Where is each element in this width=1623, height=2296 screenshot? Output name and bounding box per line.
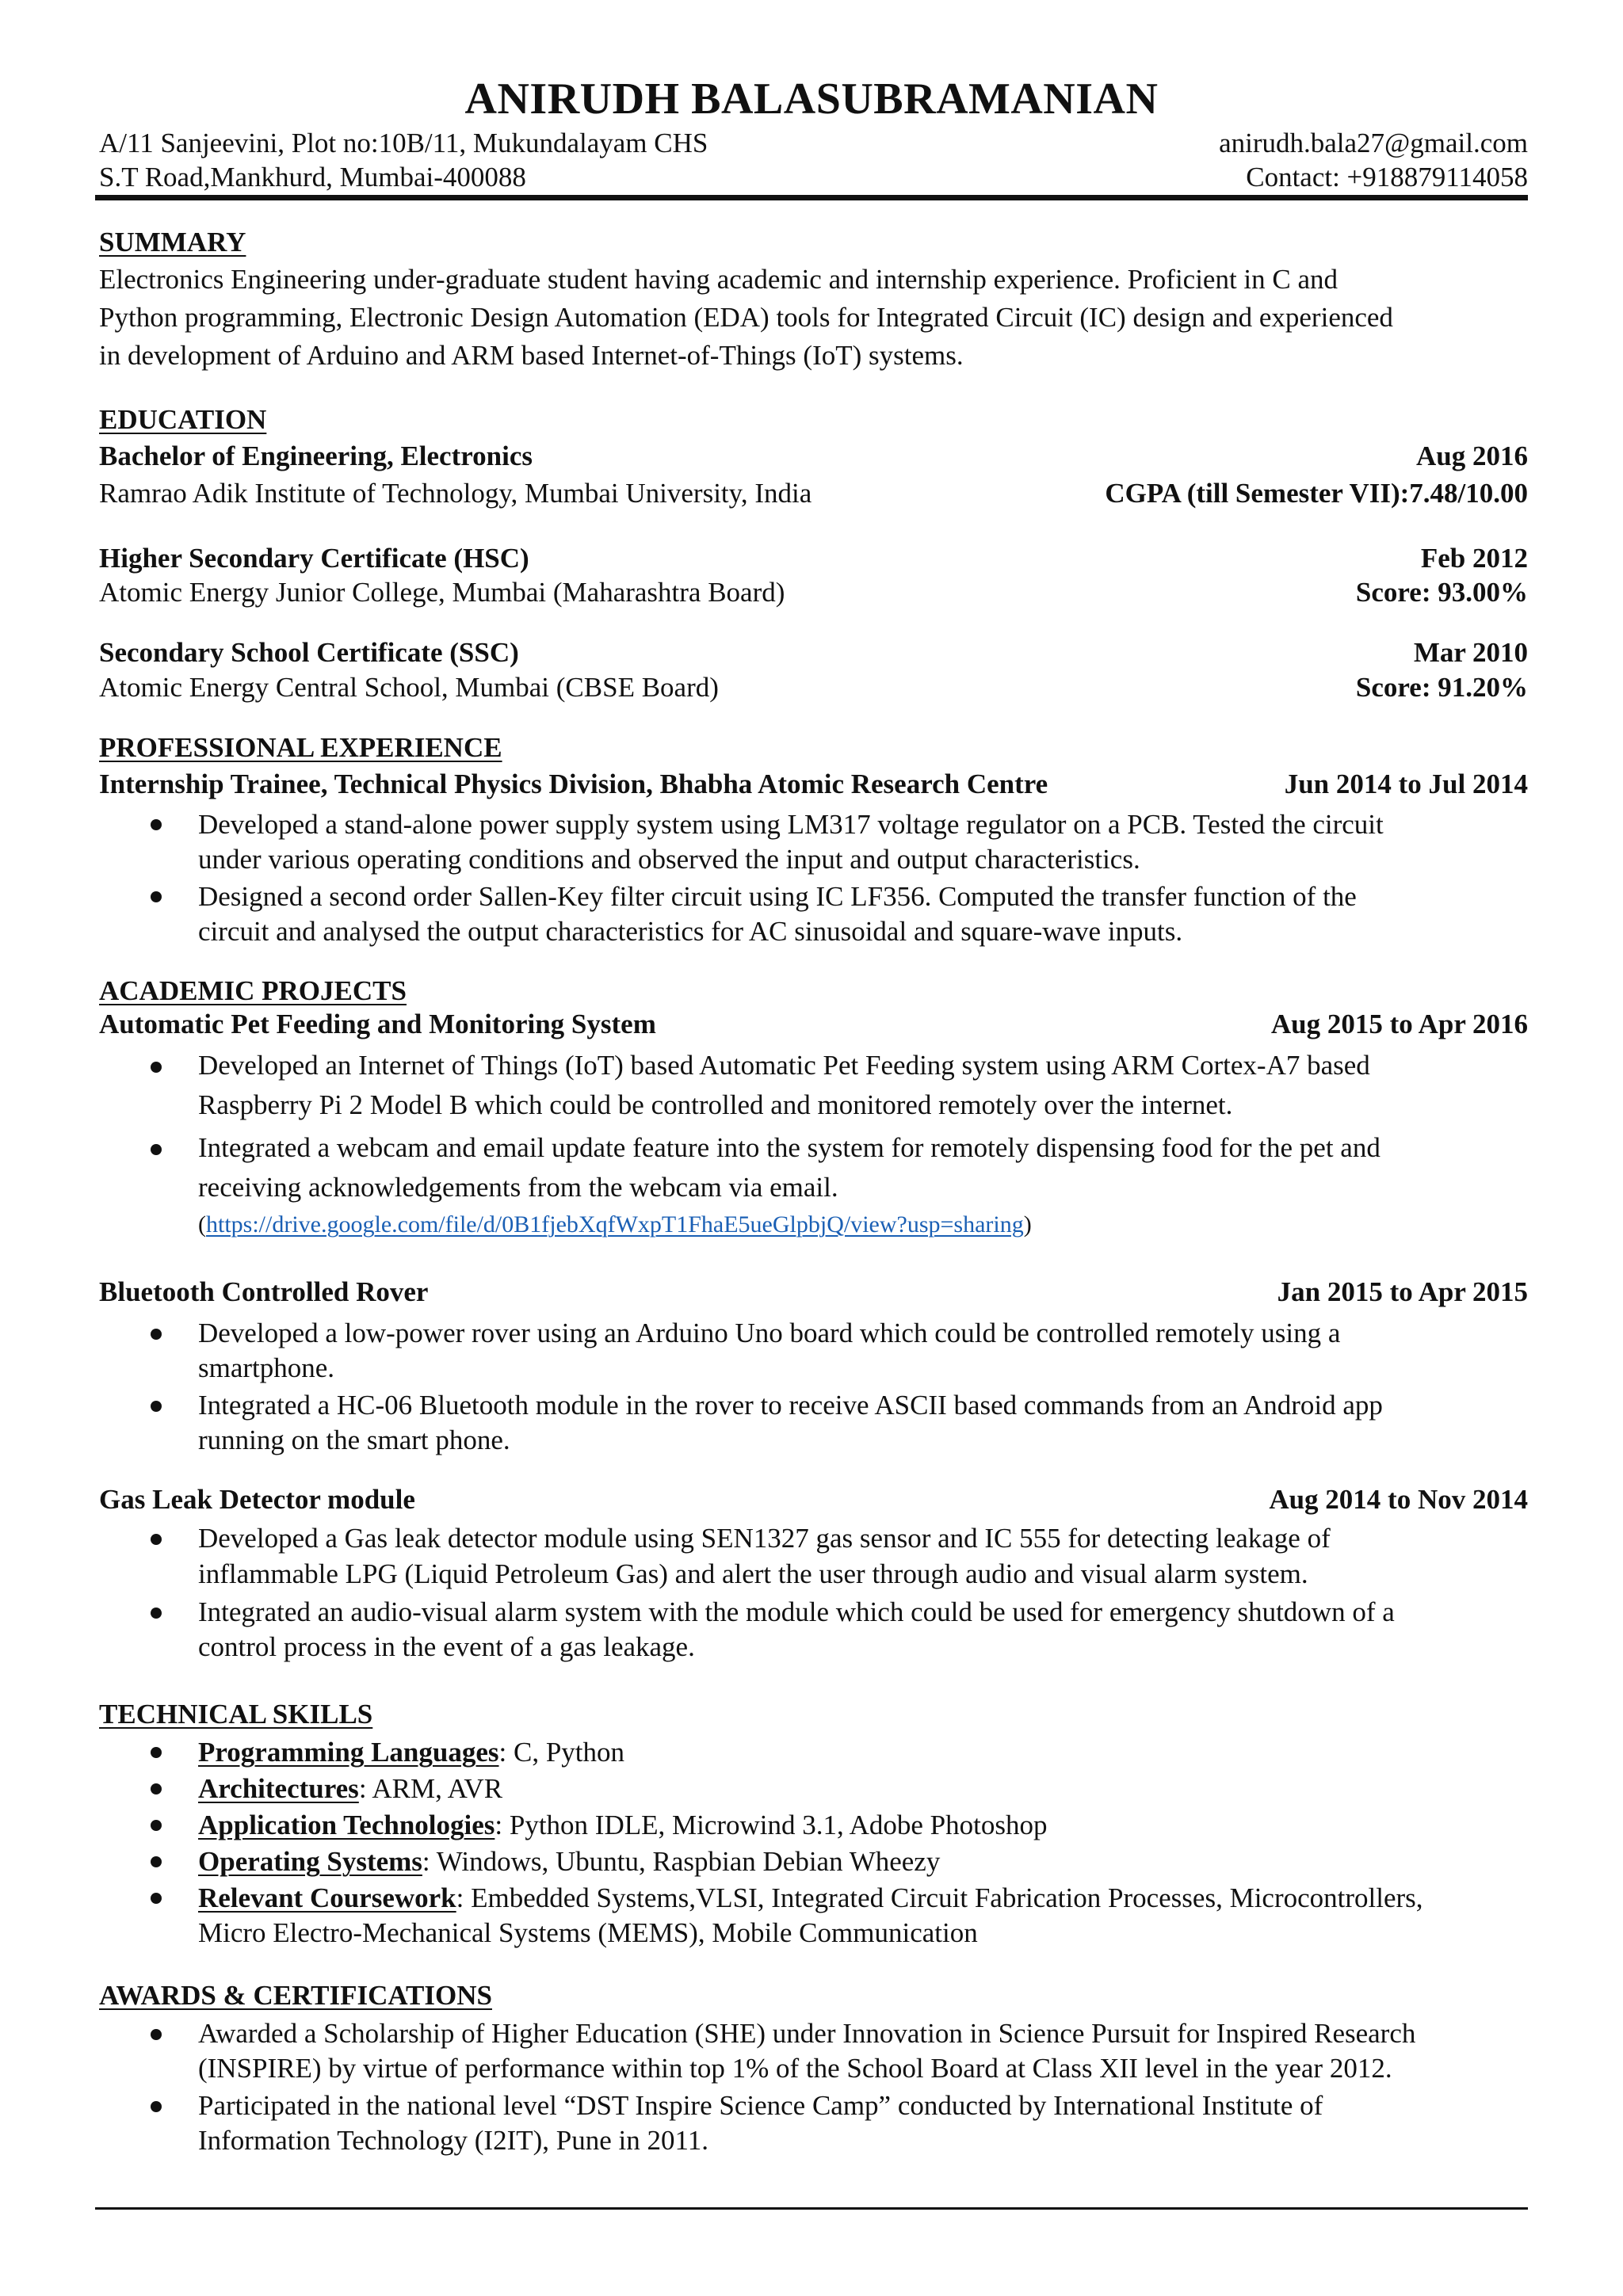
skill-value: : Windows, Ubuntu, Raspbian Debian Wheezy xyxy=(422,1846,941,1877)
candidate-name: ANIRUDH BALASUBRAMANIAN xyxy=(464,74,1159,124)
skill-item xyxy=(198,1734,624,1771)
bullet xyxy=(151,1329,162,1340)
skill-value: : C, Python xyxy=(498,1737,625,1768)
education-date: Aug 2016 xyxy=(1416,441,1528,471)
project-bullet-line: Developed an Internet of Things (IoT) based Automatic Pet Feeding system using ARM Cortex-A7 based xyxy=(198,1050,1370,1081)
summary-line: in development of Arduino and ARM based Internet-of-Things (IoT) systems. xyxy=(99,340,964,371)
education-date: Mar 2010 xyxy=(1413,637,1528,668)
bullet xyxy=(151,891,162,902)
education-heading: EDUCATION xyxy=(99,404,267,435)
experience-title: Internship Trainee, Technical Physics Division, Bhabha Atomic Research Centre xyxy=(99,769,1048,799)
skill-value: : ARM, AVR xyxy=(358,1773,503,1804)
experience-bullet-line: Designed a second order Sallen-Key filter circuit using IC LF356. Computed the transfer function of the xyxy=(198,881,1357,912)
experience-heading: PROFESSIONAL EXPERIENCE xyxy=(99,732,502,763)
project-demo-link[interactable]: https://drive.google.com/file/d/0B1fjebXqfWxpT1FhaE5ueGlpbjQ/view?usp=sharing xyxy=(206,1211,1024,1238)
awards-heading: AWARDS & CERTIFICATIONS xyxy=(99,1980,492,2011)
project-bullet-line: Raspberry Pi 2 Model B which could be controlled and monitored remotely over the internet. xyxy=(198,1089,1233,1120)
bullet xyxy=(151,1856,162,1867)
project-bullet-line: Developed a low-power rover using an Arduino Uno board which could be controlled remotely using a xyxy=(198,1318,1341,1348)
education-institution: Ramrao Adik Institute of Technology, Mumbai University, India xyxy=(99,478,812,509)
bullet xyxy=(151,2029,162,2040)
header-divider xyxy=(95,195,1528,200)
experience-bullet-line: under various operating conditions and observed the input and output characteristics. xyxy=(198,844,1140,875)
project-bullet-line: running on the smart phone. xyxy=(198,1425,510,1455)
skill-label: Architectures xyxy=(198,1773,359,1804)
education-title: Higher Secondary Certificate (HSC) xyxy=(99,543,529,574)
education-institution: Atomic Energy Junior College, Mumbai (Maharashtra Board) xyxy=(99,577,785,608)
skill-label: Relevant Coursework xyxy=(198,1882,456,1913)
bullet xyxy=(151,1534,162,1545)
link-open-paren: ( xyxy=(198,1211,206,1238)
project-date: Jan 2015 to Apr 2015 xyxy=(1277,1276,1528,1307)
summary-line: Electronics Engineering under-graduate student having academic and internship experience. Proficient in C and xyxy=(99,264,1338,295)
footer-divider xyxy=(95,2207,1528,2210)
address-line-2: S.T Road,Mankhurd, Mumbai-400088 xyxy=(99,162,526,193)
project-title: Gas Leak Detector module xyxy=(99,1484,415,1515)
award-bullet-line: (INSPIRE) by virtue of performance within top 1% of the School Board at Class XII level in the year 2012. xyxy=(198,2053,1392,2084)
bullet xyxy=(151,1062,162,1073)
project-bullet-line: receiving acknowledgements from the webcam via email. xyxy=(198,1172,838,1203)
skill-label: Operating Systems xyxy=(198,1846,422,1877)
project-bullet-line: inflammable LPG (Liquid Petroleum Gas) and alert the user through audio and visual alarm system. xyxy=(198,1558,1308,1589)
skill-item xyxy=(198,1844,940,1880)
bullet xyxy=(151,819,162,830)
experience-bullet-line: circuit and analysed the output characteristics for AC sinusoidal and square-wave inputs. xyxy=(198,916,1183,947)
education-score: Score: 91.20% xyxy=(1355,672,1528,703)
project-date: Aug 2015 to Apr 2016 xyxy=(1270,1009,1528,1039)
skill-item xyxy=(198,1880,1423,1917)
skill-label: Application Technologies xyxy=(198,1810,495,1840)
link-close-paren: ) xyxy=(1023,1211,1032,1238)
skill-value: : Embedded Systems,VLSI, Integrated Circuit Fabrication Processes, Microcontrollers, xyxy=(456,1882,1423,1913)
summary-line: Python programming, Electronic Design Automation (EDA) tools for Integrated Circuit (IC) design and experienced xyxy=(99,302,1393,333)
education-institution: Atomic Energy Central School, Mumbai (CBSE Board) xyxy=(99,672,719,703)
project-bullet-line: control process in the event of a gas leakage. xyxy=(198,1631,695,1662)
skill-item xyxy=(198,1771,502,1807)
project-title: Bluetooth Controlled Rover xyxy=(99,1276,429,1307)
education-score: Score: 93.00% xyxy=(1355,577,1528,608)
education-title: Bachelor of Engineering, Electronics xyxy=(99,441,533,471)
summary-heading: SUMMARY xyxy=(99,227,246,257)
education-score: CGPA (till Semester VII):7.48/10.00 xyxy=(1105,478,1528,509)
bullet xyxy=(151,1820,162,1831)
skill-value: : Python IDLE, Microwind 3.1, Adobe Photoshop xyxy=(495,1810,1048,1840)
project-bullet-line: Integrated a webcam and email update feature into the system for remotely dispensing food for the pet and xyxy=(198,1132,1381,1163)
bullet xyxy=(151,1747,162,1758)
project-demo-link-line xyxy=(198,1209,1032,1241)
skills-heading: TECHNICAL SKILLS xyxy=(99,1699,373,1730)
skill-item-continued: Micro Electro-Mechanical Systems (MEMS), Mobile Communication xyxy=(198,1917,978,1948)
bullet xyxy=(151,1893,162,1904)
education-title: Secondary School Certificate (SSC) xyxy=(99,637,519,668)
bullet xyxy=(151,2101,162,2112)
education-date: Feb 2012 xyxy=(1420,543,1528,574)
award-bullet-line: Information Technology (I2IT), Pune in 2011. xyxy=(198,2125,708,2156)
bullet xyxy=(151,1608,162,1619)
bullet xyxy=(151,1783,162,1794)
experience-date: Jun 2014 to Jul 2014 xyxy=(1284,769,1528,799)
award-bullet-line: Awarded a Scholarship of Higher Education (SHE) under Innovation in Science Pursuit for Inspired Research xyxy=(198,2018,1416,2049)
contact-number: Contact: +918879114058 xyxy=(1246,162,1528,193)
experience-bullet-line: Developed a stand-alone power supply system using LM317 voltage regulator on a PCB. Tested the circuit xyxy=(198,809,1384,840)
project-date: Aug 2014 to Nov 2014 xyxy=(1269,1484,1528,1515)
award-bullet-line: Participated in the national level “DST Inspire Science Camp” conducted by International Institute of xyxy=(198,2090,1323,2121)
project-bullet-line: Integrated a HC-06 Bluetooth module in the rover to receive ASCII based commands from an Android app xyxy=(198,1390,1383,1421)
bullet xyxy=(151,1144,162,1155)
projects-heading: ACADEMIC PROJECTS xyxy=(99,975,407,1006)
project-title: Automatic Pet Feeding and Monitoring System xyxy=(99,1009,656,1039)
bullet xyxy=(151,1401,162,1412)
skill-item xyxy=(198,1807,1047,1844)
project-bullet-line: Developed a Gas leak detector module using SEN1327 gas sensor and IC 555 for detecting leakage of xyxy=(198,1523,1331,1554)
project-bullet-line: Integrated an audio-visual alarm system with the module which could be used for emergency shutdown of a xyxy=(198,1596,1395,1627)
address-line-1: A/11 Sanjeevini, Plot no:10B/11, Mukundalayam CHS xyxy=(99,128,708,158)
skill-label: Programming Languages xyxy=(198,1737,499,1768)
email-address[interactable]: anirudh.bala27@gmail.com xyxy=(1219,128,1528,158)
project-bullet-line: smartphone. xyxy=(198,1352,335,1383)
